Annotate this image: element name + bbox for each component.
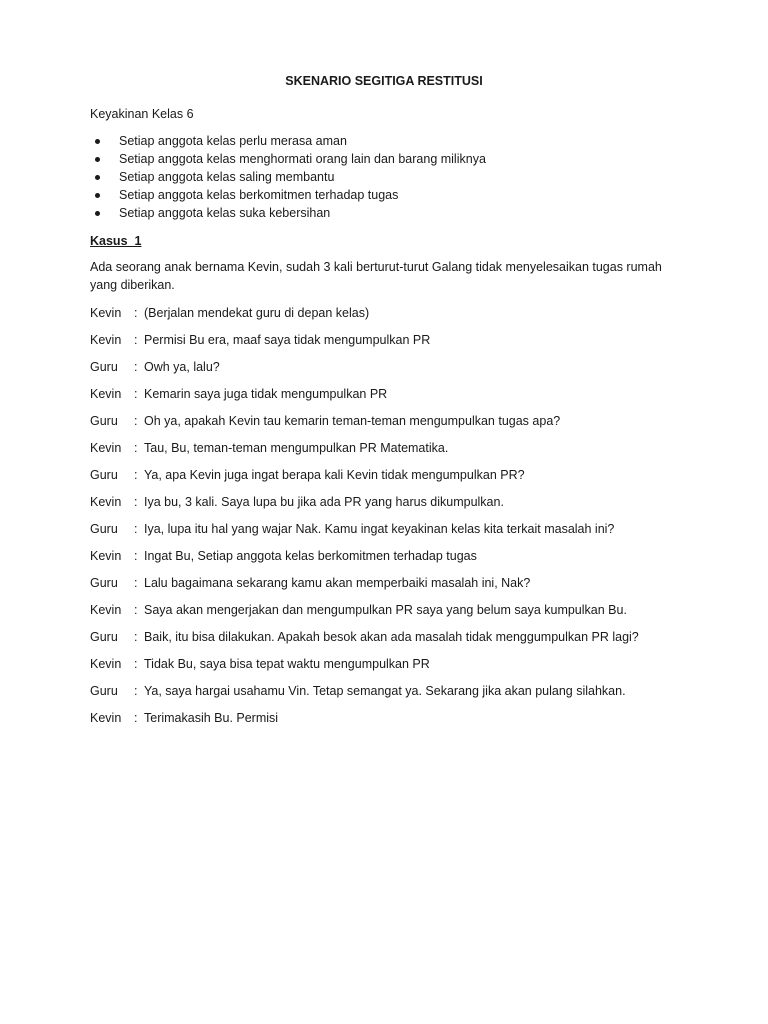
speaker-name: Kevin (90, 549, 122, 563)
speaker-name: Guru (90, 576, 118, 590)
speaker-colon: : (134, 468, 138, 482)
speaker-colon: : (134, 549, 138, 563)
dialogue-line (90, 682, 678, 700)
bullet-icon (95, 139, 100, 144)
belief-text: Setiap anggota kelas suka kebersihan (119, 206, 331, 220)
speaker-name: Guru (90, 468, 118, 482)
dialogue-line (90, 304, 678, 322)
dialogue-line (90, 601, 678, 619)
speaker-name: Guru (90, 684, 118, 698)
speaker-colon: : (134, 360, 138, 374)
belief-item (90, 204, 678, 222)
belief-text: Setiap anggota kelas berkomitmen terhadap tugas (119, 188, 399, 202)
dialogue-text: Ya, saya hargai usahamu Vin. Tetap semangat ya. Sekarang jika akan pulang silahkan. (144, 684, 626, 698)
dialogue (90, 304, 678, 727)
dialogue-line (90, 439, 678, 457)
speaker-colon: : (134, 630, 138, 644)
speaker-colon: : (134, 306, 138, 320)
dialogue-line (90, 493, 678, 511)
speaker-name: Kevin (90, 495, 122, 509)
dialogue-text: Kemarin saya juga tidak mengumpulkan PR (144, 387, 388, 401)
dialogue-text: Tidak Bu, saya bisa tepat waktu mengumpulkan PR (144, 657, 430, 671)
dialogue-text: Terimakasih Bu. Permisi (144, 711, 279, 725)
belief-item (90, 150, 678, 168)
dialogue-text: Iya, lupa itu hal yang wajar Nak. Kamu ingat keyakinan kelas kita terkait masalah ini? (144, 522, 615, 536)
belief-list (90, 132, 678, 222)
dialogue-line (90, 412, 678, 430)
speaker-colon: : (134, 711, 138, 725)
speaker-name: Guru (90, 522, 118, 536)
dialogue-text: Lalu bagaimana sekarang kamu akan memperbaiki masalah ini, Nak? (144, 576, 531, 590)
dialogue-line (90, 628, 678, 646)
belief-text: Setiap anggota kelas saling membantu (119, 170, 335, 184)
dialogue-text: Tau, Bu, teman-teman mengumpulkan PR Matematika. (144, 441, 449, 455)
speaker-name: Kevin (90, 333, 122, 347)
dialogue-text: Ya, apa Kevin juga ingat berapa kali Kevin tidak mengumpulkan PR? (144, 468, 525, 482)
belief-item (90, 132, 678, 150)
dialogue-line (90, 520, 678, 538)
document-page (90, 72, 678, 736)
bullet-icon (95, 211, 100, 216)
dialogue-text: Owh ya, lalu? (144, 360, 220, 374)
belief-item (90, 168, 678, 186)
dialogue-line (90, 331, 678, 349)
speaker-name: Kevin (90, 657, 122, 671)
dialogue-line (90, 466, 678, 484)
speaker-colon: : (134, 522, 138, 536)
dialogue-line (90, 709, 678, 727)
dialogue-text: Ingat Bu, Setiap anggota kelas berkomitmen terhadap tugas (144, 549, 477, 563)
dialogue-text: (Berjalan mendekat guru di depan kelas) (144, 306, 370, 320)
speaker-colon: : (134, 657, 138, 671)
dialogue-text: Saya akan mengerjakan dan mengumpulkan PR saya yang belum saya kumpulkan Bu. (144, 603, 627, 617)
speaker-colon: : (134, 495, 138, 509)
belief-text: Setiap anggota kelas menghormati orang lain dan barang miliknya (119, 152, 486, 166)
speaker-colon: : (134, 414, 138, 428)
speaker-name: Kevin (90, 441, 122, 455)
dialogue-line (90, 547, 678, 565)
dialogue-line (90, 358, 678, 376)
speaker-colon: : (134, 684, 138, 698)
belief-item (90, 186, 678, 204)
bullet-icon (95, 175, 100, 180)
dialogue-line (90, 574, 678, 592)
case-intro: Ada seorang anak bernama Kevin, sudah 3 kali berturut-turut Galang tidak menyelesaikan tugas rumah yang diberikan. (90, 260, 662, 292)
dialogue-line (90, 655, 678, 673)
speaker-colon: : (134, 441, 138, 455)
speaker-name: Guru (90, 360, 118, 374)
speaker-name: Kevin (90, 711, 122, 725)
speaker-colon: : (134, 576, 138, 590)
dialogue-text: Iya bu, 3 kali. Saya lupa bu jika ada PR yang harus dikumpulkan. (144, 495, 504, 509)
dialogue-text: Oh ya, apakah Kevin tau kemarin teman-teman mengumpulkan tugas apa? (144, 414, 561, 428)
speaker-colon: : (134, 333, 138, 347)
belief-text: Setiap anggota kelas perlu merasa aman (119, 134, 347, 148)
beliefs-heading: Keyakinan Kelas 6 (90, 107, 194, 121)
speaker-colon: : (134, 387, 138, 401)
speaker-name: Guru (90, 414, 118, 428)
speaker-name: Guru (90, 630, 118, 644)
document-title: SKENARIO SEGITIGA RESTITUSI (285, 74, 483, 88)
speaker-name: Kevin (90, 603, 122, 617)
speaker-name: Kevin (90, 306, 122, 320)
dialogue-text: Permisi Bu era, maaf saya tidak mengumpulkan PR (144, 333, 431, 347)
dialogue-line (90, 385, 678, 403)
case-heading: Kasus 1 (90, 234, 142, 248)
speaker-colon: : (134, 603, 138, 617)
bullet-icon (95, 193, 100, 198)
bullet-icon (95, 157, 100, 162)
dialogue-text: Baik, itu bisa dilakukan. Apakah besok akan ada masalah tidak menggumpulkan PR lagi? (144, 630, 639, 644)
speaker-name: Kevin (90, 387, 122, 401)
